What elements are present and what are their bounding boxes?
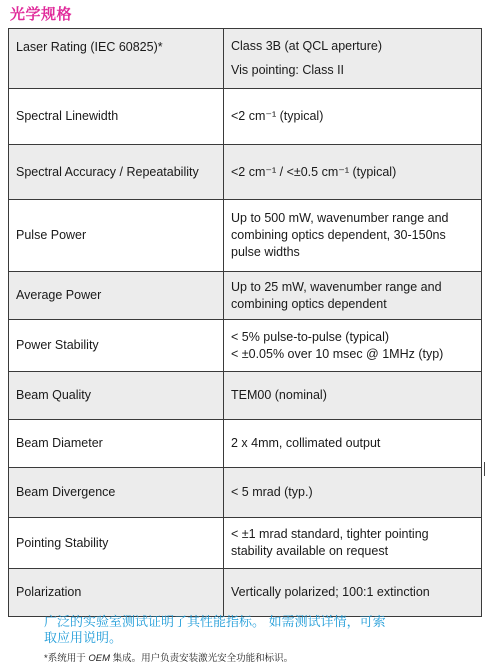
value-line: Vis pointing: Class II	[231, 63, 345, 77]
value-line: < ±1 mrad standard, tighter pointing	[231, 527, 429, 541]
row-label: Beam Diameter	[9, 420, 224, 468]
table-row	[9, 320, 482, 372]
row-value: <2 cm⁻¹ / <±0.5 cm⁻¹ (typical)	[224, 145, 482, 200]
table-row	[9, 200, 482, 272]
value-line: combining optics dependent, 30-150ns	[231, 228, 446, 242]
row-label: Power Stability	[9, 320, 224, 372]
table-row	[9, 420, 482, 468]
footnote	[44, 650, 293, 664]
optical-spec-table	[8, 28, 482, 617]
value-line: pulse widths	[231, 245, 300, 259]
row-value	[224, 518, 482, 569]
row-label: Average Power	[9, 272, 224, 320]
value-line: < ±0.05% over 10 msec @ 1MHz (typ)	[231, 346, 444, 361]
test-note	[44, 614, 444, 646]
table-row	[9, 29, 482, 89]
row-label: Pointing Stability	[9, 518, 224, 569]
row-value: <2 cm⁻¹ (typical)	[224, 89, 482, 145]
footnote-oem: OEM	[88, 653, 110, 664]
table-row	[9, 518, 482, 569]
table-row	[9, 468, 482, 518]
row-value: < 5 mrad (typ.)	[224, 468, 482, 518]
table-row	[9, 372, 482, 420]
row-label: Laser Rating (IEC 60825)*	[9, 29, 224, 89]
row-label: Polarization	[9, 569, 224, 617]
row-value	[224, 320, 482, 372]
value-line: stability available on request	[231, 544, 389, 558]
value-line: combining optics dependent	[231, 296, 387, 311]
value-line: < 5% pulse-to-pulse (typical)	[231, 329, 390, 344]
row-label: Spectral Accuracy / Repeatability	[9, 145, 224, 200]
row-value: 2 x 4mm, collimated output	[224, 420, 482, 468]
row-label: Spectral Linewidth	[9, 89, 224, 145]
row-label: Beam Quality	[9, 372, 224, 420]
table-row	[9, 272, 482, 320]
footnote-prefix: *系统用于	[44, 653, 89, 664]
note-line: 广泛的实验室测试证明了其性能指标。 如需测试详情，可索	[44, 614, 386, 629]
row-value: Vertically polarized; 100:1 extinction	[224, 569, 482, 617]
edge-mark	[484, 462, 485, 476]
table-row	[9, 145, 482, 200]
value-line: Up to 25 mW, wavenumber range and	[231, 279, 442, 294]
table-row	[9, 569, 482, 617]
row-label: Beam Divergence	[9, 468, 224, 518]
row-label: Pulse Power	[9, 200, 224, 272]
row-value	[224, 29, 482, 89]
row-value	[224, 272, 482, 320]
note-line: 取应用说明。	[44, 630, 123, 645]
value-line: Class 3B (at QCL aperture)	[231, 39, 382, 53]
row-value	[224, 200, 482, 272]
row-value: TEM00 (nominal)	[224, 372, 482, 420]
page-title: 光学规格	[10, 6, 73, 23]
table-row	[9, 89, 482, 145]
footnote-suffix: 集成。用户负责安装激光安全功能和标识。	[109, 653, 294, 664]
value-line: Up to 500 mW, wavenumber range and	[231, 211, 449, 225]
